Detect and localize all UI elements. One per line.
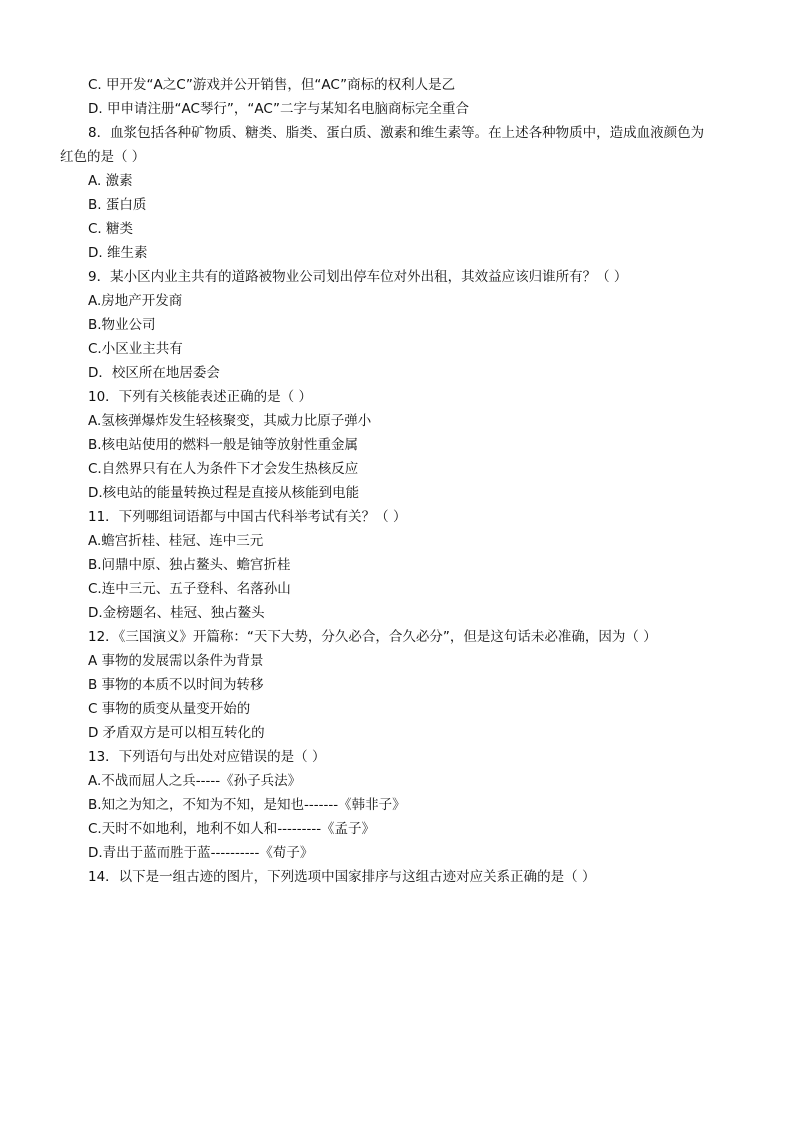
q9-option-c: C.小区业主共有 bbox=[88, 341, 183, 357]
q10-option-d: D.核电站的能量转换过程是直接从核能到电能 bbox=[88, 485, 360, 501]
q8-option-d: D. 维生素 bbox=[88, 245, 148, 261]
q8-option-a: A. 激素 bbox=[88, 173, 133, 189]
q12-option-b: B 事物的本质不以时间为转移 bbox=[88, 677, 264, 693]
q13-option-b: B.知之为知之，不知为不知，是知也-------《韩非子》 bbox=[88, 797, 406, 813]
q9-stem: 9．某小区内业主共有的道路被物业公司划出停车位对外出租，其效益应该归谁所有？（ ） bbox=[88, 269, 628, 285]
q12-option-c: C 事物的质变从量变开始的 bbox=[88, 701, 251, 717]
q13-option-d: D.青出于蓝而胜于蓝----------《荀子》 bbox=[88, 845, 314, 861]
q11-option-b: B.问鼎中原、独占鳌头、蟾宫折桂 bbox=[88, 557, 291, 573]
q12-option-d: D 矛盾双方是可以相互转化的 bbox=[88, 725, 265, 741]
q10-option-a: A.氢核弹爆炸发生轻核聚变，其威力比原子弹小 bbox=[88, 413, 372, 429]
q13-option-a: A.不战而屈人之兵-----《孙子兵法》 bbox=[88, 773, 302, 789]
q12-option-a: A 事物的发展需以条件为背景 bbox=[88, 653, 264, 669]
q14-stem: 14．以下是一组古迹的图片，下列选项中国家排序与这组古迹对应关系正确的是（ ） bbox=[88, 869, 596, 885]
q8-stem: 8．血浆包括各种矿物质、糖类、脂类、蛋白质、激素和维生素等。在上述各种物质中，造成血液颜色为 bbox=[88, 125, 705, 141]
q8-option-b: B. 蛋白质 bbox=[88, 197, 147, 213]
q11-option-d: D.金榜题名、桂冠、独占鳌头 bbox=[88, 605, 265, 621]
q10-option-c: C.自然界只有在人为条件下才会发生热核反应 bbox=[88, 461, 359, 477]
q7-option-c: C. 甲开发“A之C”游戏并公开销售，但“AC”商标的权利人是乙 bbox=[88, 77, 456, 93]
q11-option-a: A.蟾宫折桂、桂冠、连中三元 bbox=[88, 533, 264, 549]
q7-option-d: D. 甲申请注册“AC琴行”，“AC”二字与某知名电脑商标完全重合 bbox=[88, 101, 470, 117]
q9-option-b: B.物业公司 bbox=[88, 317, 156, 333]
q9-option-a: A.房地产开发商 bbox=[88, 293, 183, 309]
q11-stem: 11．下列哪组词语都与中国古代科举考试有关？（ ） bbox=[88, 509, 407, 525]
q13-stem: 13．下列语句与出处对应错误的是（ ） bbox=[88, 749, 326, 765]
q13-option-c: C.天时不如地利，地利不如人和---------《孟子》 bbox=[88, 821, 376, 837]
q10-option-b: B.核电站使用的燃料一般是铀等放射性重金属 bbox=[88, 437, 359, 453]
q12-stem: 12．《三国演义》开篇称：“天下大势，分久必合，合久必分”，但是这句话未必准确，因为（ ） bbox=[88, 629, 657, 645]
q11-option-c: C.连中三元、五子登科、名落孙山 bbox=[88, 581, 291, 597]
q10-stem: 10．下列有关核能表述正确的是（ ） bbox=[88, 389, 312, 405]
q8-stem-continued: 红色的是（ ） bbox=[60, 149, 146, 165]
q9-option-d: D．校区所在地居委会 bbox=[88, 365, 220, 381]
q8-option-c: C. 糖类 bbox=[88, 221, 134, 237]
